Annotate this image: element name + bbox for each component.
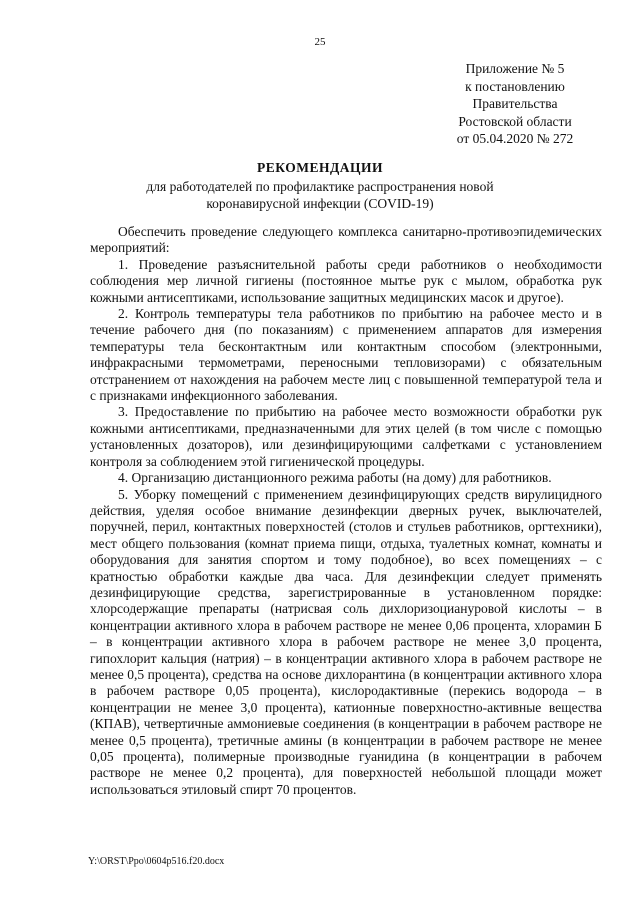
page-number: 25 bbox=[314, 36, 326, 48]
list-item: 2. Контроль температуры тела работников по прибытию на рабочее место и в течение рабочего дня (по показаниям) с применением аппаратов для измерения температуры тела бесконтактным или контактным способом (электронными, инфракрасными термометрами, переносными тепловизорами) с обязательным отстранением от нахождения на рабочем месте лиц с повышенной температурой тела и с признаками инфекционного заболевания. bbox=[90, 306, 602, 404]
list-item: 5. Уборку помещений с применением дезинфицирующих средств вирулицидного действия, уделяя особое внимание дезинфекции дверных ручек, выключателей, поручней, перил, контактных поверхностей (столов и стульев работников, оргтехники), мест общего пользования (комнат приема пищи, отдыха, туалетных комнат, комнаты и оборудования для занятия спортом и тому подобное), во всех помещениях – с кратностью обработки каждые два часа. Для дезинфекции следует применять дезинфицирующие средства, зарегистрированные в установленном порядке: хлорсодержащие препараты (натрисвая соль дихлоризоциануровой кислоты – в концентрации активного хлора в рабочем растворе не менее 0,06 процента, хлорамин Б – в концентрации активного хлора в рабочем растворе не менее 3,0 процента, гипохлорит кальция (натрия) – в концентрации активного хлора в рабочем растворе не менее 0,5 процента), средства на основе дихлорантина (в концентрации активного хлора в рабочем растворе 0,05 процента), кислородактивные (перекись водорода – в концентрации не менее 3,0 процента), катионные поверхностно-активные вещества (КПАВ), четвертичные аммониевые соединения (в концентрации в рабочем растворе не менее 0,5 процента), третичные амины (в концентрации в рабочем растворе не менее 0,05 процента), полимерные производные гуанидина (в концентрации в рабочем растворе не менее 0,2 процента), для поверхностей небольшой площади может использоваться этиловый спирт 70 процентов. bbox=[90, 486, 602, 797]
document-body bbox=[90, 224, 602, 798]
file-path-footer: Y:\ORST\Ppo\0604p516.f20.docx bbox=[88, 856, 225, 867]
appendix-line: Правительства bbox=[472, 96, 558, 111]
intro-paragraph: Обеспечить проведение следующего комплекса санитарно-противоэпидемических мероприятий: bbox=[90, 224, 602, 256]
appendix-block bbox=[440, 60, 590, 148]
appendix-line: Ростовской области bbox=[458, 113, 572, 129]
document-subtitle: для работодателей по профилактике распространения новой коронавирусной инфекции (COVID-19) bbox=[146, 179, 494, 211]
appendix-line: Приложение № 5 bbox=[465, 61, 565, 76]
document-title: РЕКОМЕНДАЦИИ bbox=[257, 160, 383, 175]
list-item: 3. Предоставление по прибытию на рабочее место возможности обработки рук кожными антисептиками, предназначенными для этих целей (в том числе с помощью установленных дозаторов), или дезинфицирующими салфетками с установлением контроля за соблюдением этой гигиенической процедуры. bbox=[90, 404, 602, 469]
appendix-line: от 05.04.2020 № 272 bbox=[456, 131, 574, 146]
list-item: 1. Проведение разъяснительной работы среди работников о необходимости соблюдения мер личной гигиены (постоянное мытье рук с мылом, обработка рук кожными антисептиками, использование защитных медицинских масок и другое). bbox=[90, 256, 602, 305]
list-item: 4. Организацию дистанционного режима работы (на дому) для работников. bbox=[118, 470, 552, 486]
appendix-line: к постановлению bbox=[465, 78, 565, 94]
